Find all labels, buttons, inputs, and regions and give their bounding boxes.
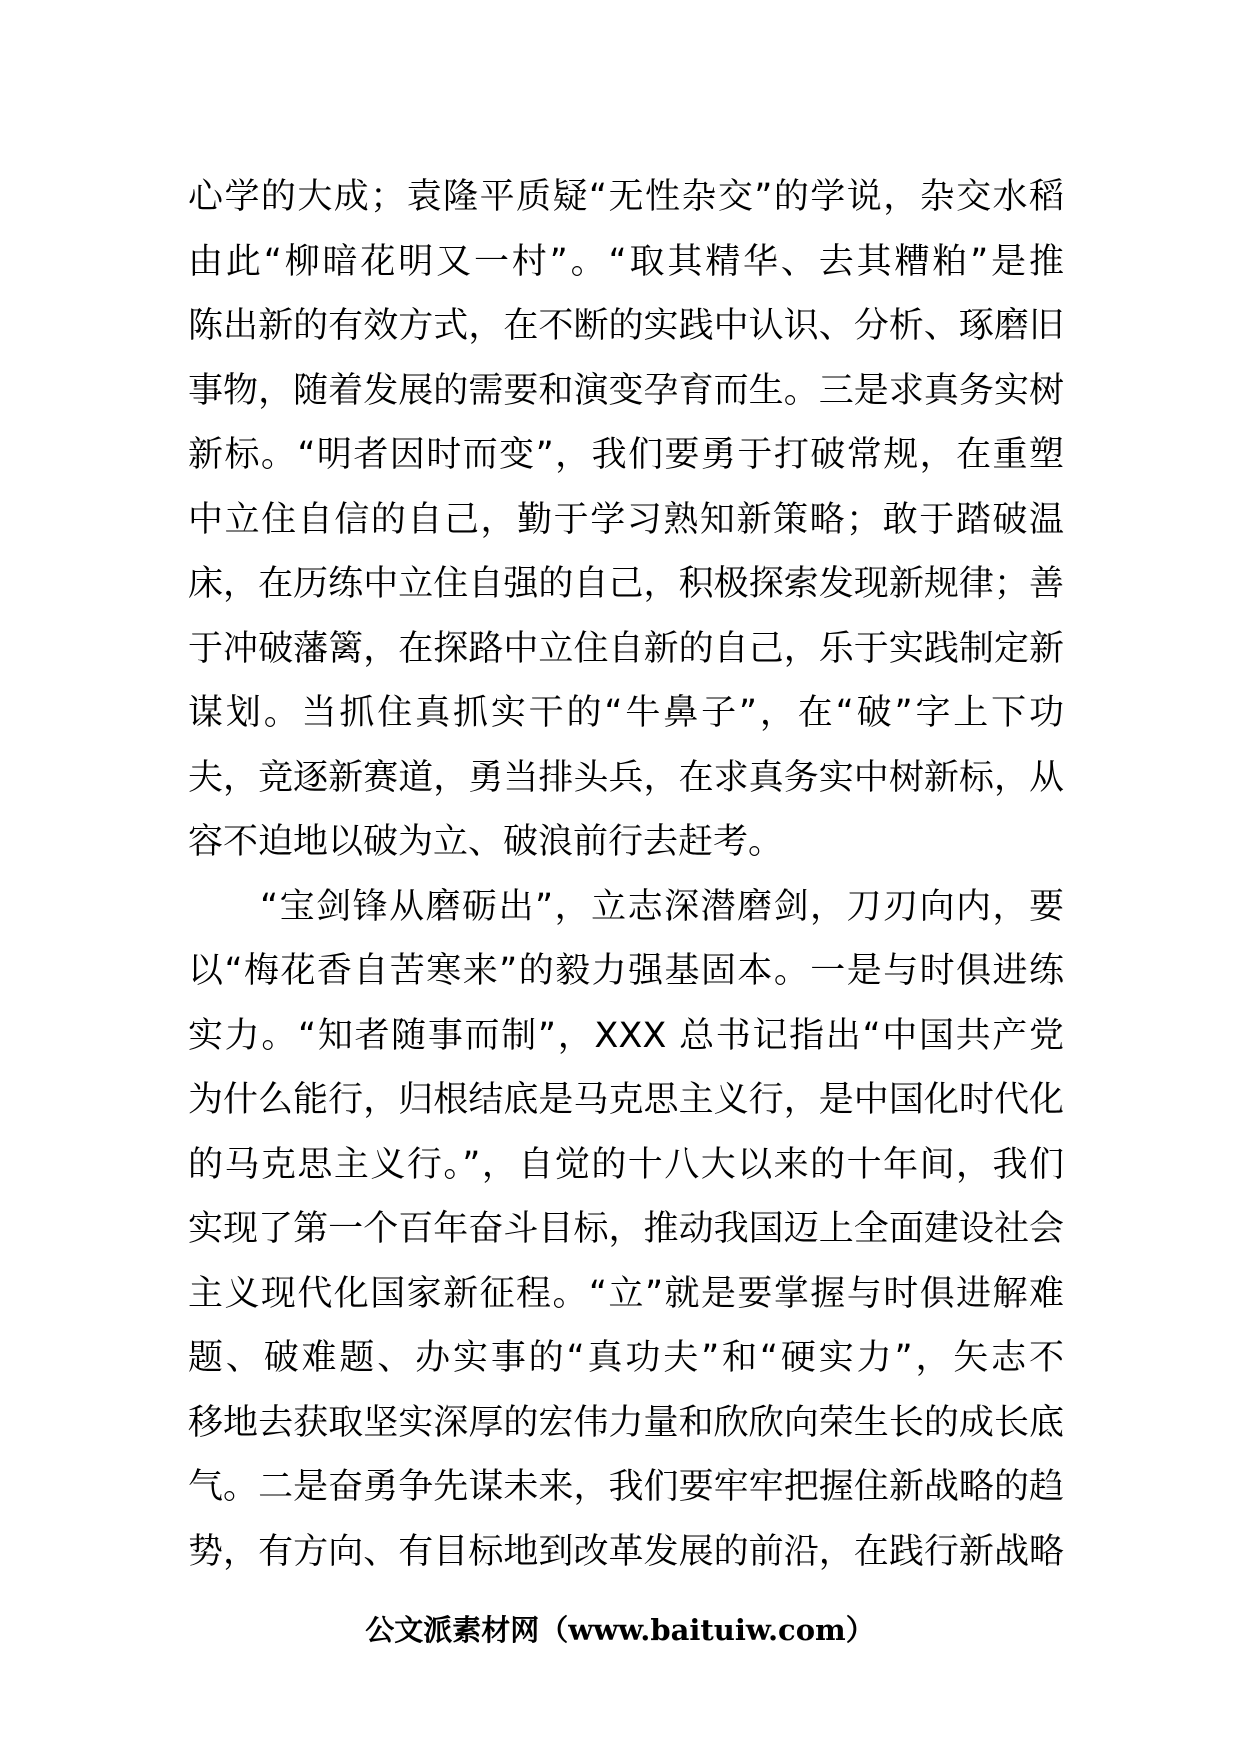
- text-line: 心学的大成；袁隆平质疑“无性杂交”的学说，杂交水稻: [188, 177, 1064, 217]
- text-line: 由此“柳暗花明又一村”。“取其精华、去其糟粕”是推: [188, 241, 1064, 282]
- text-line: 为什么能行，归根结底是马克思主义行，是中国化时代化: [188, 1080, 1064, 1120]
- text-line: 势，有方向、有目标地到改革发展的前沿，在践行新战略: [188, 1531, 1064, 1572]
- text-line: 夫，竞逐新赛道，勇当排头兵，在求真务实中树新标，从: [188, 757, 1064, 798]
- text-line: 中立住自信的自己，勤于学习熟知新策略；敢于踏破温: [188, 499, 1064, 540]
- text-line: 陈出新的有效方式，在不断的实践中认识、分析、琢磨旧: [188, 306, 1064, 346]
- paragraph-first-line: “宝剑锋从磨砺出”，立志深潜磨剑，刀刃向内，要: [260, 886, 1064, 927]
- text-line: 于冲破藩篱，在探路中立住自新的自己，乐于实践制定新: [188, 628, 1064, 669]
- body-text: [188, 165, 1064, 1584]
- text-line: 主义现代化国家新征程。“立”就是要掌握与时俱进解难: [188, 1273, 1064, 1314]
- text-line: 实现了第一个百年奋斗目标，推动我国迈上全面建设社会: [188, 1209, 1064, 1249]
- text-line: 新标。“明者因时而变”，我们要勇于打破常规，在重塑: [188, 435, 1064, 475]
- text-line: 移地去获取坚实深厚的宏伟力量和欣欣向荣生长的成长底: [188, 1402, 1064, 1443]
- text-line: 以“梅花香自苦寒来”的毅力强基固本。一是与时俱进练: [188, 951, 1064, 991]
- text-line: 题、破难题、办实事的“真功夫”和“硬实力”，矢志不: [188, 1338, 1064, 1378]
- text-line: 事物，随着发展的需要和演变孕育而生。三是求真务实树: [188, 370, 1064, 411]
- text-line: 实力。“知者随事而制”，XXX 总书记指出“中国共产党: [188, 1015, 1064, 1056]
- footer-watermark: 公文派素材网（www.baituiw.com）: [365, 1613, 875, 1647]
- text-line: 容不迫地以破为立、破浪前行去赶考。: [188, 822, 784, 862]
- text-line: 谋划。当抓住真抓实干的“牛鼻子”，在“破”字上下功: [188, 693, 1064, 733]
- text-line: 的马克思主义行。”，自觉的十八大以来的十年间，我们: [188, 1144, 1064, 1185]
- text-line: 床，在历练中立住自强的自己，积极探索发现新规律；善: [188, 564, 1064, 604]
- text-line: 气。二是奋勇争先谋未来，我们要牢牢把握住新战略的趋: [188, 1467, 1064, 1507]
